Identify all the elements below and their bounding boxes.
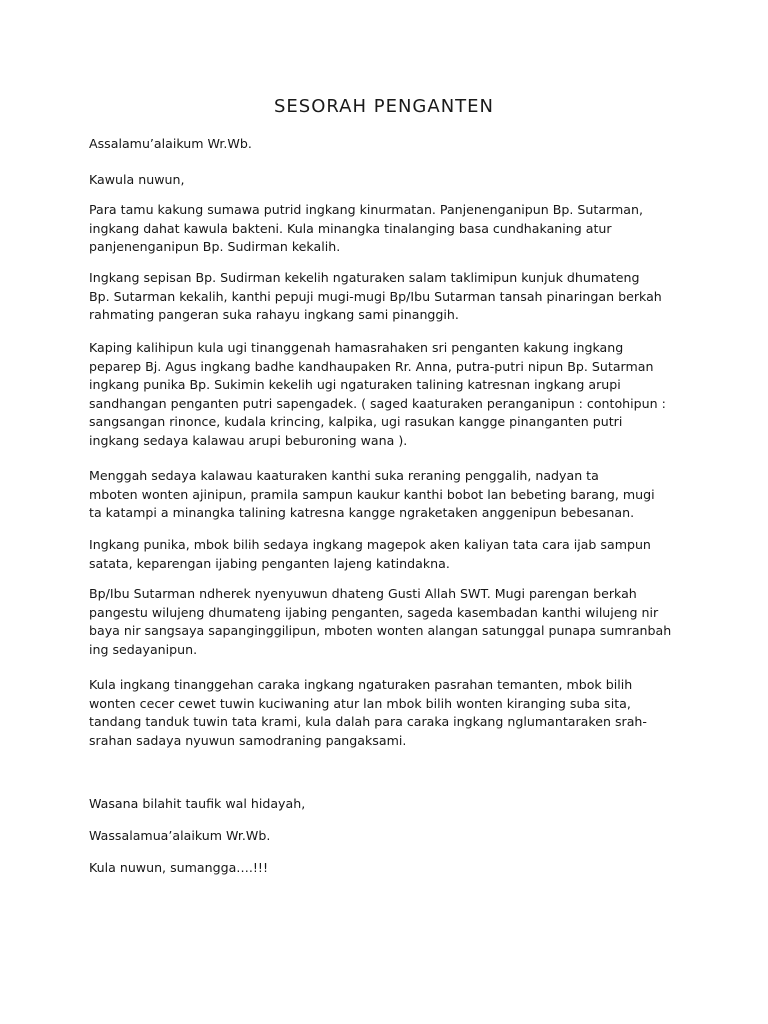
- paragraph-line: panjenenganipun Bp. Sudirman kekalih.: [89, 239, 341, 255]
- closing-line-2: [89, 827, 689, 846]
- paragraph-line: Ingkang sepisan Bp. Sudirman kekelih ngaturaken salam taklimipun kunjuk dhumateng: [89, 270, 640, 285]
- paragraph-line: ta katampi a minangka talining katresna kangge ngraketaken anggenipun bebesanan.: [89, 505, 635, 521]
- closing-text: Wasana bilahit taufik wal hidayah,: [89, 796, 306, 811]
- greeting-line: [89, 135, 689, 154]
- document-title: SESORAH PENGANTEN: [274, 96, 494, 117]
- paragraph-line: Bp/Ibu Sutarman ndherek nyenyuwun dhateng Gusti Allah SWT. Mugi parengan berkah: [89, 586, 637, 601]
- closing-line-1: [89, 795, 689, 814]
- paragraph-line: tandang tanduk tuwin tata krami, kula dalah para caraka ingkang nglumantaraken srah-: [89, 714, 647, 730]
- paragraph-line: ingkang sedaya kalawau arupi beburoning wana ).: [89, 432, 408, 448]
- paragraph-line: Menggah sedaya kalawau kaaturaken kanthi suka reraning penggalih, nadyan ta: [89, 468, 599, 483]
- paragraph-line: srahan sadaya nyuwun samodraning pangaksami.: [89, 732, 407, 748]
- paragraph-line: baya nir sangsaya sapanginggilipun, mboten wonten alangan satunggal punapa sumranbah: [89, 623, 672, 639]
- paragraph-7: [89, 676, 689, 750]
- paragraph-line: pangestu wilujeng dhumateng ijabing penganten, sageda kasembadan kanthi wilujeng nir: [89, 604, 659, 620]
- paragraph-line: mboten wonten ajinipun, pramila sampun kaukur kanthi bobot lan bebeting barang, mugi: [89, 486, 655, 502]
- paragraph-2: [89, 269, 689, 325]
- paragraph-line: Bp. Sutarman kekalih, kanthi pepuji mugi-mugi Bp/Ibu Sutarman tansah pinaringan berkah: [89, 288, 662, 304]
- paragraph-line: ing sedayanipun.: [89, 641, 198, 657]
- paragraph-6: [89, 585, 689, 659]
- paragraph-line: sandhangan penganten putri sapengadek. ( saged kaaturaken peranganipun : contohipun :: [89, 395, 666, 411]
- paragraph-line: sangsangan rinonce, kudala krincing, kalpika, ugi rasukan kangge pinanganten putri: [89, 414, 623, 430]
- paragraph-line: ingkang punika Bp. Sukimin kekelih ugi ngaturaken talining katresnan ingkang arupi: [89, 377, 621, 393]
- closing-text: Wassalamua’alaikum Wr.Wb.: [89, 828, 271, 843]
- paragraph-line: Ingkang punika, mbok bilih sedaya ingkang magepok aken kaliyan tata cara ijab sampun: [89, 537, 651, 552]
- paragraph-line: Kula ingkang tinanggehan caraka ingkang ngaturaken pasrahan temanten, mbok bilih: [89, 677, 633, 692]
- greeting-text: Assalamu’alaikum Wr.Wb.: [89, 136, 252, 151]
- paragraph-line: ingkang dahat kawula bakteni. Kula minangka tinalanging basa cundhakaning atur: [89, 220, 612, 236]
- paragraph-line: rahmating pangeran suka rahayu ingkang sami pinanggih.: [89, 307, 459, 323]
- paragraph-line: Para tamu kakung sumawa putrid ingkang kinurmatan. Panjenenganipun Bp. Sutarman,: [89, 202, 643, 217]
- closing-line-3: [89, 859, 689, 878]
- paragraph-3: [89, 339, 689, 451]
- paragraph-line: Kaping kalihipun kula ugi tinanggenah hamasrahaken sri penganten kakung ingkang: [89, 340, 624, 355]
- opening-line: [89, 171, 689, 190]
- paragraph-line: satata, keparengan ijabing penganten lajeng katindakna.: [89, 555, 450, 571]
- paragraph-line: wonten cecer cewet tuwin kuciwaning atur lan mbok bilih wonten kiranging suba sita,: [89, 695, 631, 711]
- paragraph-1: [89, 201, 689, 257]
- paragraph-4: [89, 467, 689, 523]
- closing-text: Kula nuwun, sumangga….!!!: [89, 860, 269, 875]
- paragraph-5: [89, 536, 689, 573]
- paragraph-line: peparep Bj. Agus ingkang badhe kandhaupaken Rr. Anna, putra-putri nipun Bp. Sutarman: [89, 358, 654, 374]
- opening-text: Kawula nuwun,: [89, 172, 185, 187]
